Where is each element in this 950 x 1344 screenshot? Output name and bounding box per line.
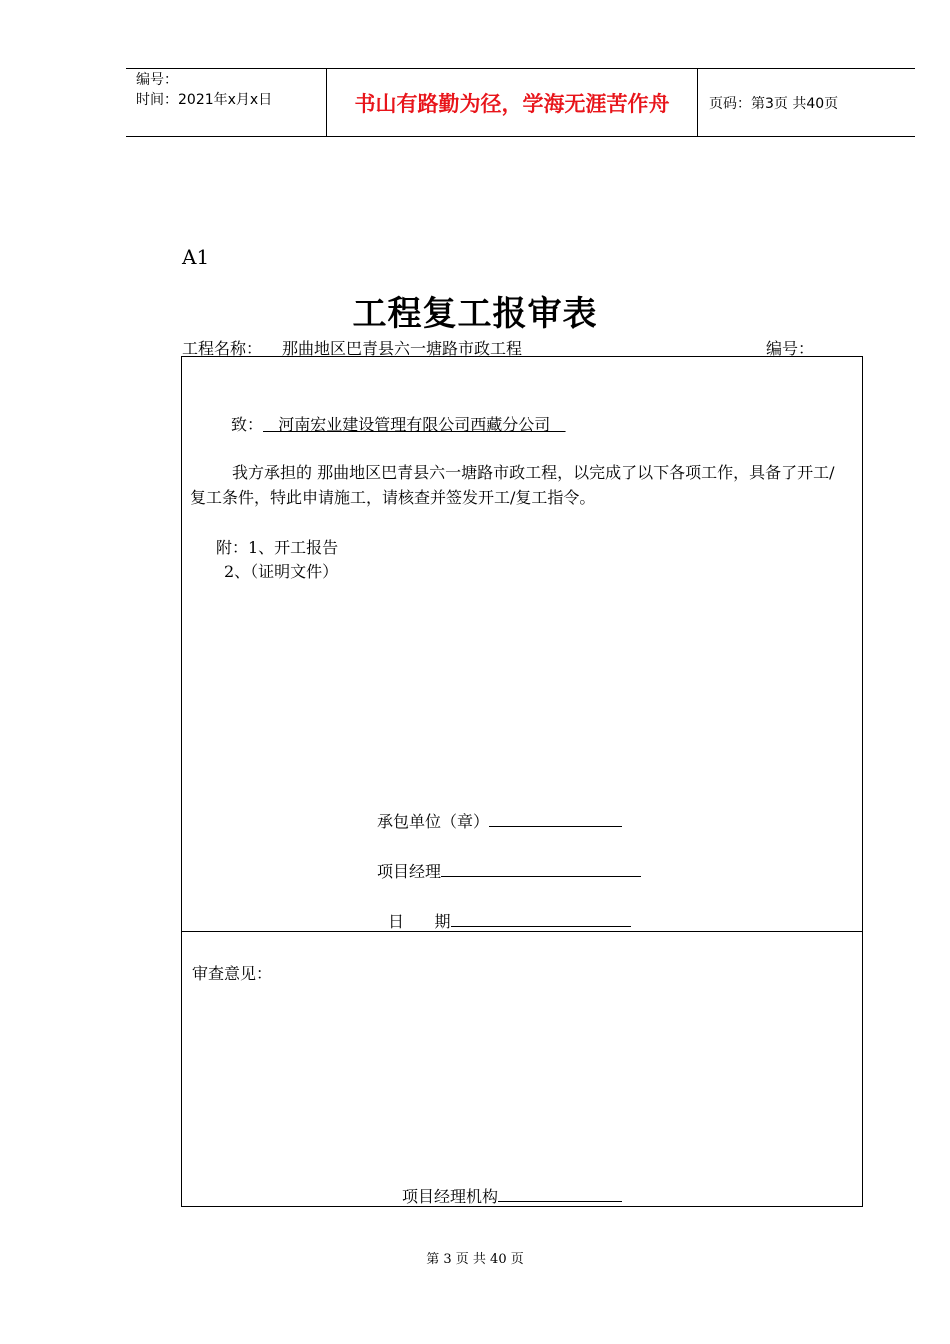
- project-name: 那曲地区巴青县六一塘路市政工程: [282, 339, 523, 358]
- pm-org-signature-row: [402, 1184, 622, 1207]
- pm-org-signature-line: [498, 1185, 622, 1202]
- header-number-label: 编号：: [136, 72, 178, 88]
- contractor-signature-row: [377, 809, 622, 832]
- attachment-2: 2、（证明文件）: [224, 562, 339, 581]
- to-label: 致：: [231, 415, 264, 434]
- contractor-label: 承包单位（章）: [377, 812, 490, 831]
- recipient-name: 河南宏业建设管理有限公司西藏分公司: [263, 415, 566, 434]
- manager-signature-line: [441, 860, 641, 877]
- header-page-info: 页码：第3页 共40页: [709, 95, 839, 112]
- pm-org-label: 项目经理机构: [402, 1187, 499, 1206]
- header-motto: 书山有路勤为径，学海无涯苦作舟: [327, 69, 698, 136]
- manager-signature-row: [377, 859, 641, 882]
- form-number-label: 编号：: [766, 339, 815, 358]
- header-meta-cell: [126, 69, 327, 136]
- attachment-1: 附：1、开工报告: [216, 538, 339, 557]
- page-footer: 第 3 页 共 40 页: [426, 1252, 524, 1267]
- manager-label: 项目经理: [377, 862, 442, 881]
- page-header: [126, 68, 915, 137]
- application-body: 我方承担的 那曲地区巴青县六一塘路市政工程，以完成了以下各项工作，具备了开工/复工条件，特此申请施工，请核查并签发开工/复工指令。: [190, 463, 835, 507]
- date-label: 日 期: [388, 912, 451, 931]
- contractor-signature-line: [489, 810, 622, 827]
- section-divider: [182, 931, 862, 932]
- recipient-line: [231, 412, 566, 435]
- form-title: 工程复工报审表: [352, 294, 598, 334]
- date-row: [388, 909, 631, 932]
- review-label: 审查意见：: [192, 964, 273, 983]
- form-table: [181, 356, 863, 1207]
- form-code: A1: [182, 245, 210, 269]
- date-line: [451, 910, 631, 927]
- project-label: 工程名称：: [182, 339, 263, 358]
- header-time-label: 时间：2021年x月x日: [136, 92, 273, 108]
